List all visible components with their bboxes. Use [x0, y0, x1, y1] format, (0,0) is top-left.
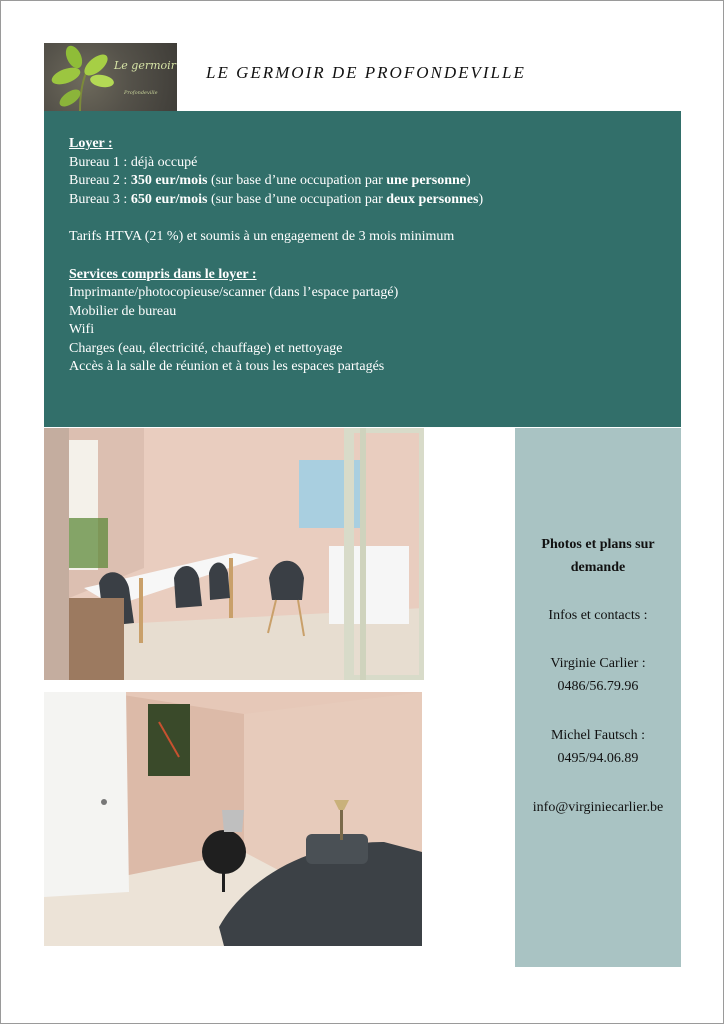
rent-info-box: [44, 111, 681, 427]
logo: [44, 43, 177, 111]
contact-panel: [515, 428, 681, 967]
service-item: Charges (eau, électricité, chauffage) et nettoyage: [69, 340, 343, 356]
service-item: Mobilier de bureau: [69, 303, 177, 319]
photos-on-request: Photos et plans sur demande: [541, 537, 655, 575]
office-2-line: Bureau 2 : 350 eur/mois (sur base d’une occupation par une personne): [69, 173, 471, 188]
office-3-price: 650 eur/mois: [130, 191, 208, 207]
lounge-photo: [44, 692, 422, 946]
contact-name: Virginie Carlier :: [550, 656, 646, 671]
logo-name: Le germoir: [114, 59, 176, 72]
contact-person-1: [515, 652, 681, 698]
office-2-price: 350 eur/mois: [130, 173, 208, 188]
office-1-line: Bureau 1 : déjà occupé: [69, 154, 198, 170]
rent-terms: Tarifs HTVA (21 %) et soumis à un engagement de 3 mois minimum: [69, 229, 455, 244]
contact-phone: 0486/56.79.96: [557, 679, 639, 694]
contact-email: info@virginiecarlier.be: [532, 800, 664, 815]
page-title: LE GERMOIR DE PROFONDEVILLE: [206, 63, 526, 82]
info-contacts-label: Infos et contacts :: [548, 608, 648, 623]
logo-subtitle: Profondeville: [124, 90, 158, 96]
service-item: Accès à la salle de réunion et à tous les espaces partagés: [69, 359, 385, 374]
rent-heading: Loyer :: [69, 136, 113, 151]
contact-phone: 0495/94.06.89: [557, 751, 639, 766]
contact-name: Michel Fautsch :: [550, 728, 646, 743]
office-3-line: Bureau 3 : 650 eur/mois (sur base d’une occupation par deux personnes): [69, 191, 484, 207]
services-heading: Services compris dans le loyer :: [69, 266, 257, 282]
service-item: Imprimante/photocopieuse/scanner (dans l’espace partagé): [69, 285, 399, 300]
service-item: Wifi: [69, 322, 95, 337]
contact-person-2: [515, 724, 681, 770]
meeting-room-photo: [44, 428, 424, 680]
sprout-icon: [44, 43, 177, 111]
